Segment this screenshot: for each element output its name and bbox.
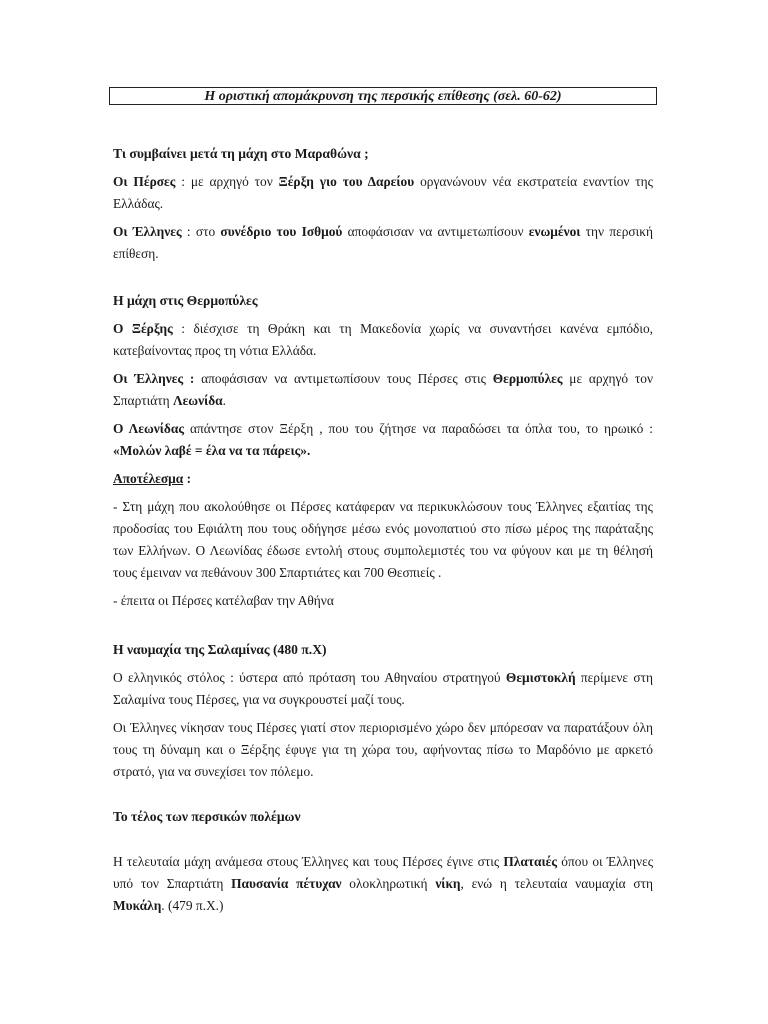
paragraph-fleet xyxy=(113,667,653,711)
text-run: Η τελευταία μάχη ανάμεσα στους Έλληνες και τους Πέρσες έγινε στις xyxy=(113,854,504,869)
bold-term: Οι Πέρσες xyxy=(113,174,176,189)
paragraph-persians xyxy=(113,171,653,215)
paragraph-result: - Στη μάχη που ακολούθησε οι Πέρσες κατάφεραν να περικυκλώσουν τους Έλληνες εξαιτίας της προδοσίας του Εφιάλτη που τους οδήγησε μέσω ενός μονοπατιού στο πίσω μέρος της παράταξης των Ελλήνων. Ο Λεωνίδας έδωσε εντολή στους συμπολεμιστές του να φύγουν και με τη θέλησή τους έμειναν να πεθάνουν 300 Σπαρτιάτες και 700 Θεσπιείς . xyxy=(113,499,653,580)
paragraph-greeks-thermopylae xyxy=(113,368,653,412)
section-heading: Τι συμβαίνει μετά τη μάχη στο Μαραθώνα ; xyxy=(113,146,369,161)
text-run: αποφάσισαν να αντιμετωπίσουν τους Πέρσες στις xyxy=(194,371,493,386)
paragraph-leonidas xyxy=(113,418,653,462)
text-run: . (479 π.Χ.) xyxy=(161,898,224,913)
paragraph-after: - έπειτα οι Πέρσες κατέλαβαν την Αθήνα xyxy=(113,593,334,608)
text-run: με αρχηγό τον Σπαρτιάτη xyxy=(113,371,654,408)
text-run: : διέσχισε τη Θράκη και τη Μακεδονία χωρίς να συναντήσει κανένα εμπόδιο, κατεβαίνοντας προς τη νότια Ελλάδα. xyxy=(113,321,653,358)
text-run: : με αρχηγό τον xyxy=(175,174,279,189)
bold-term: Μυκάλη xyxy=(113,898,162,913)
section-final-battle xyxy=(113,851,653,917)
section-end-of-wars xyxy=(113,806,653,828)
text-run: Ο ελληνικός στόλος : ύστερα από πρόταση του Αθηναίου στρατηγού xyxy=(113,670,506,685)
bold-term: Θερμοπύλες xyxy=(492,371,563,386)
bold-term: Θεμιστοκλή xyxy=(505,670,576,685)
bold-term: ενωμένοι xyxy=(528,224,581,239)
text-run: οργανώνουν νέα εκστρατεία εναντίον της Ελλάδας. xyxy=(113,174,653,211)
text-run: απάντησε στον Ξέρξη , που του ζήτησε να παραδώσει τα όπλα του, το ηρωικό : xyxy=(183,421,653,436)
text-run: . xyxy=(222,393,227,408)
text-run: περίμενε στη Σαλαμίνα τους Πέρσες, για να συγκρουστεί μαζί τους. xyxy=(113,670,653,707)
section-thermopylae xyxy=(113,290,653,612)
bold-term: Οι Έλληνες : xyxy=(113,371,195,386)
paragraph-plataea xyxy=(113,851,653,917)
bold-term: Πλαταιές xyxy=(503,854,558,869)
text-run: : στο xyxy=(181,224,221,239)
bold-term: Ο Λεωνίδας xyxy=(113,421,184,436)
section-after-marathon xyxy=(113,143,653,265)
text-run: ολοκληρωτική xyxy=(341,876,436,891)
result-label-line xyxy=(113,468,653,490)
section-heading: Η μάχη στις Θερμοπύλες xyxy=(113,293,258,308)
text-run: : xyxy=(183,471,192,486)
section-heading: Η ναυμαχία της Σαλαμίνας (480 π.Χ) xyxy=(113,642,327,657)
bold-term: συνέδριο του Ισθμού xyxy=(220,224,343,239)
document-title: Η οριστική απομάκρυνση της περσικής επίθεσης (σελ. 60-62) xyxy=(109,87,657,105)
text-run: την περσική επίθεση. xyxy=(113,224,653,261)
text-run: , ενώ η τελευταία ναυμαχία στη xyxy=(460,876,653,891)
paragraph-greeks xyxy=(113,221,653,265)
text-run: όπου οι Έλληνες υπό τον Σπαρτιάτη xyxy=(113,854,654,891)
section-salamis xyxy=(113,639,653,783)
bold-term: Ξέρξη γιο του Δαρείου xyxy=(278,174,415,189)
paragraph-xerxes xyxy=(113,318,653,362)
bold-term: Ο Ξέρξης xyxy=(113,321,173,336)
bold-term: Οι Έλληνες xyxy=(113,224,182,239)
section-heading: Το τέλος των περσικών πολέμων xyxy=(113,809,301,824)
bold-term: νίκη xyxy=(435,876,461,891)
bold-quote: «Μολών λαβέ = έλα να τα πάρεις». xyxy=(113,443,311,458)
paragraph-victory: Οι Έλληνες νίκησαν τους Πέρσες γιατί στον περιορισμένο χώρο δεν μπόρεσαν να παρατάξουν όλη τους τη δύναμη και ο Ξέρξης έφυγε για τη χώρα του, αφήνοντας πίσω το Μαρδόνιο με αρκετό στρατό, για να συνεχίσει τον πόλεμο. xyxy=(113,720,653,779)
text-run: αποφάσισαν να αντιμετωπίσουν xyxy=(342,224,529,239)
bold-term: Παυσανία πέτυχαν xyxy=(231,876,342,891)
result-label: Αποτέλεσμα xyxy=(113,471,184,486)
bold-term: Λεωνίδα xyxy=(172,393,223,408)
